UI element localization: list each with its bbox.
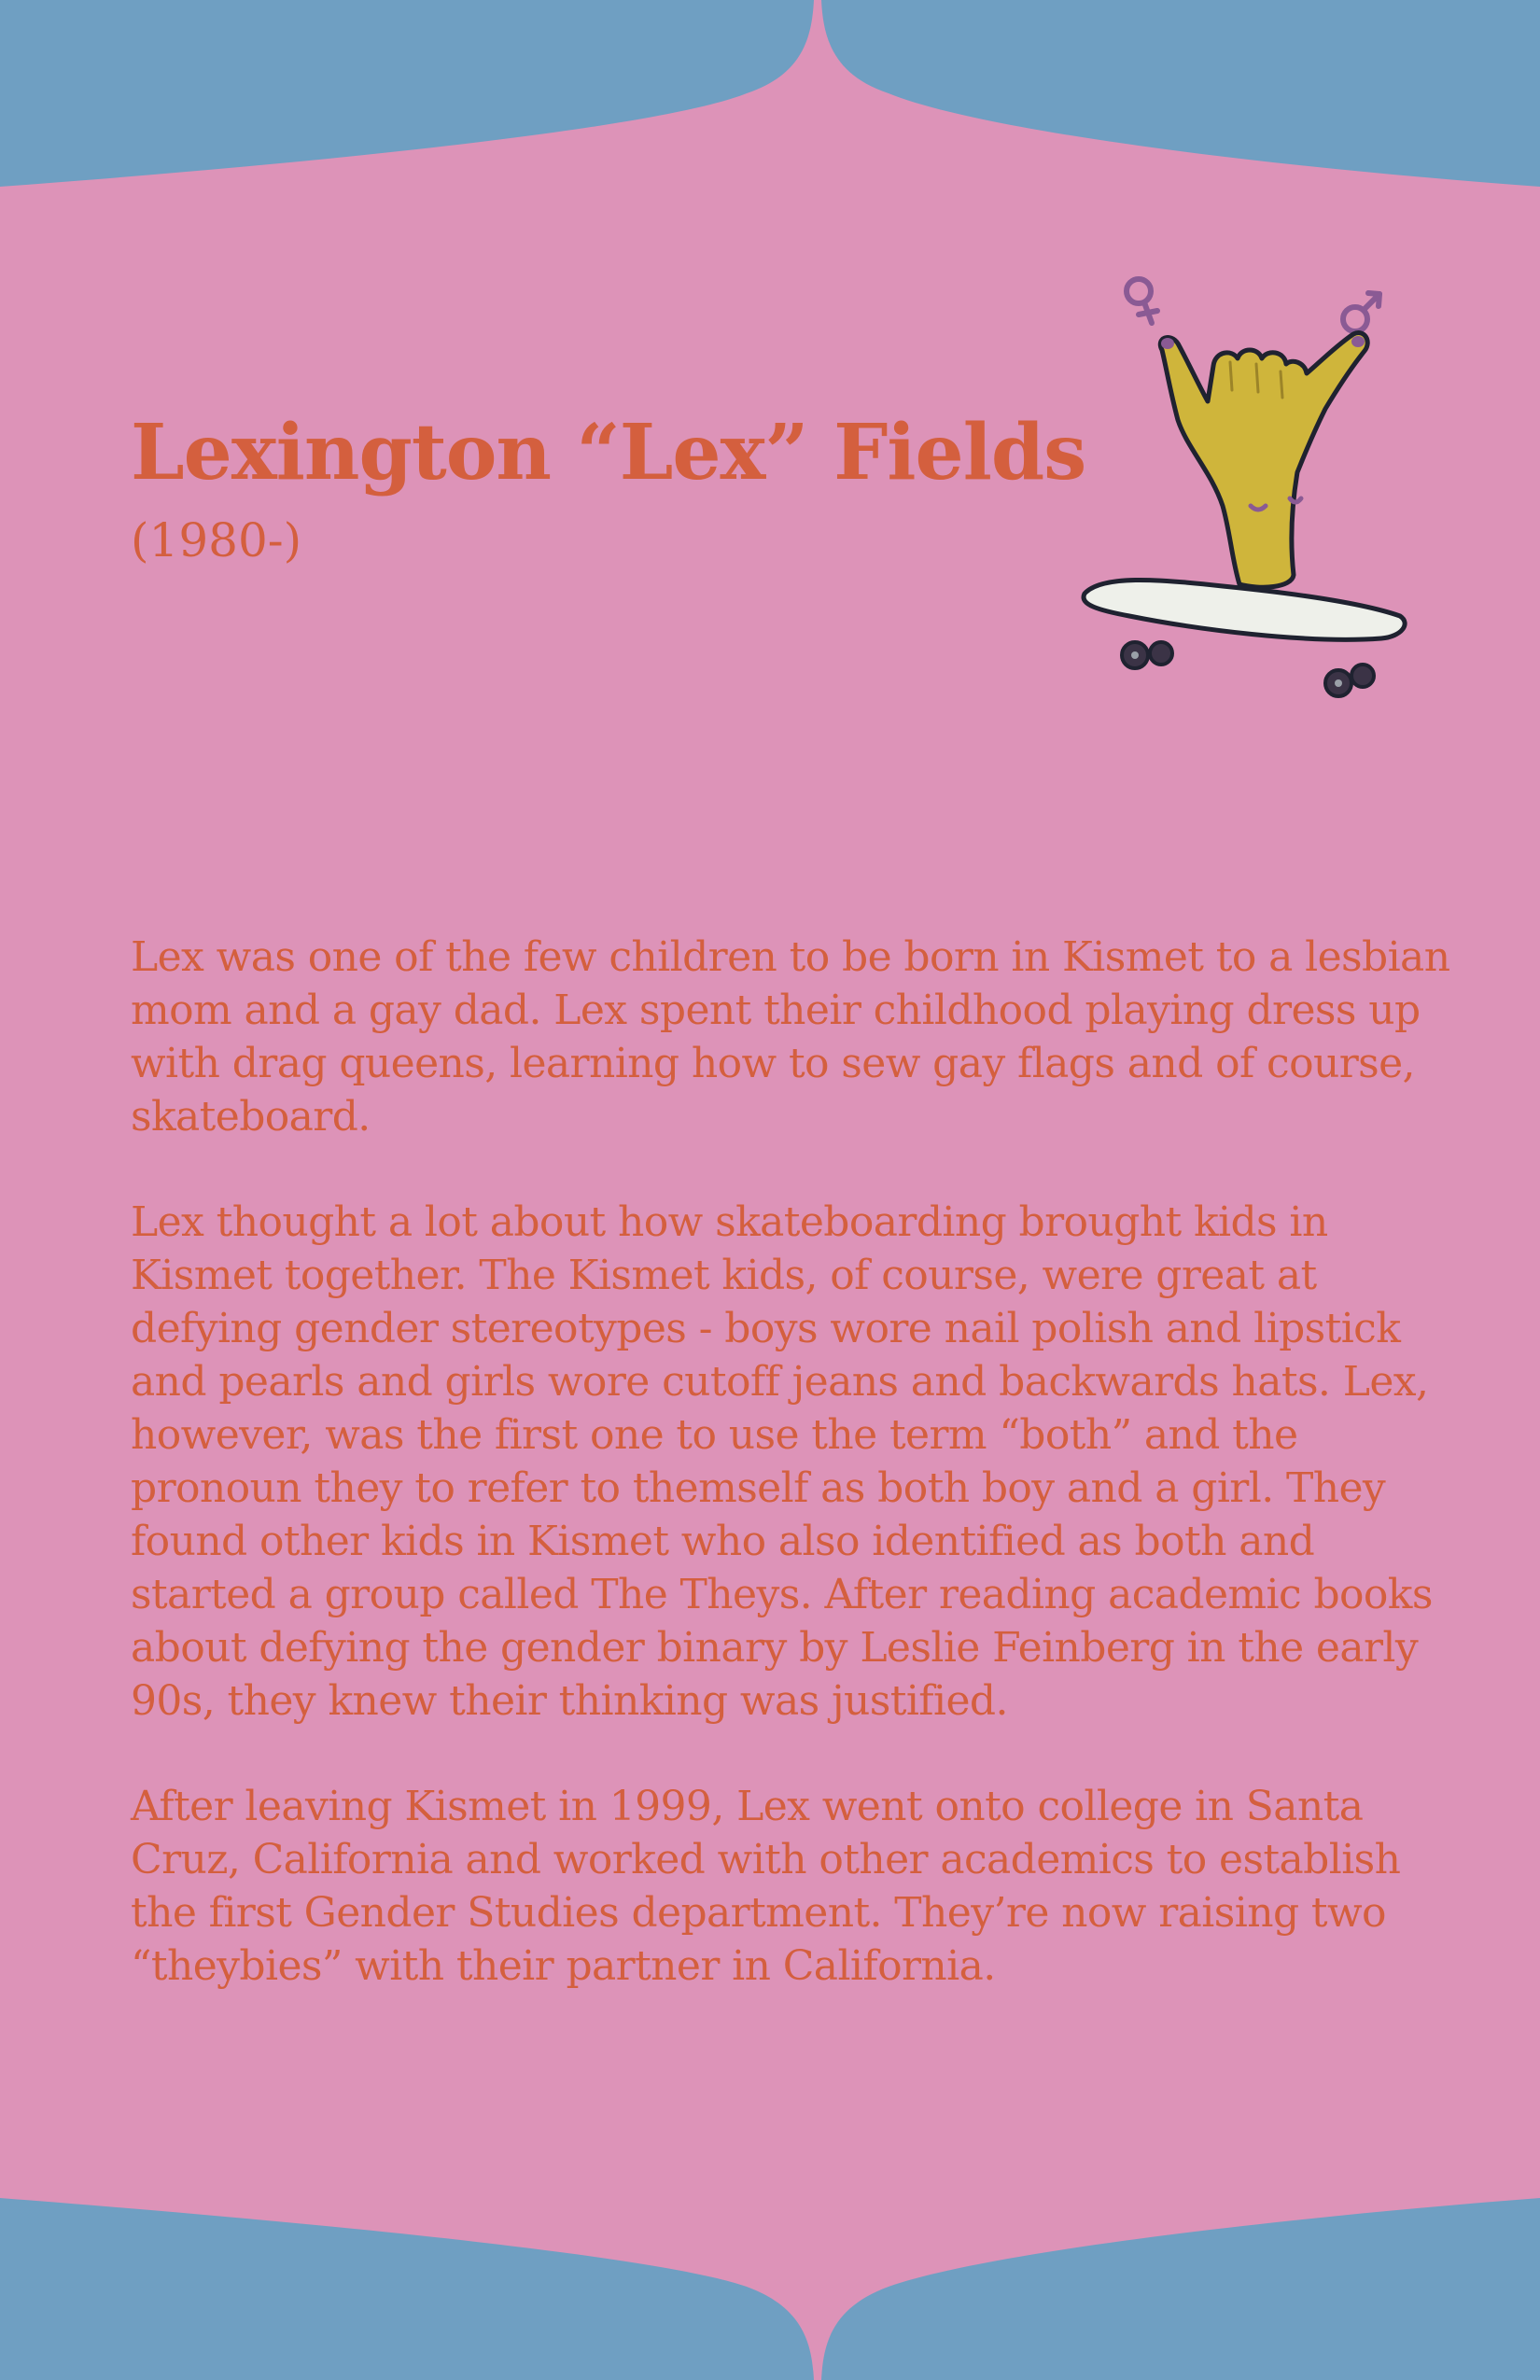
biography-body <box>131 931 1456 2045</box>
page-title: Lexington “Lex” Fields <box>131 408 1086 497</box>
paragraph: After leaving Kismet in 1999, Lex went onto college in Santa Cruz, California and worked with other academics to establish the first Gender Studies department. They’re now raising two “theybies” with their partner in California. <box>131 1783 1401 1990</box>
paragraph: Lex thought a lot about how skateboarding brought kids in Kismet together. The Kismet kids, of course, were great at defying gender stereotypes - boys wore nail polish and lipstick and pearls and girls wore cutoff jeans and backwards hats. Lex, however, was the first one to use the term “both” and the pronoun they to refer to themself as both boy and a girl. They found other kids in Kismet who also identified as both and started a group called The Theys. After reading academic books about defying the gender binary by Leslie Feinberg in the early 90s, they knew their thinking was justified. <box>131 1198 1433 1725</box>
female-symbol-icon <box>1127 279 1157 323</box>
skateboard-deck <box>1084 580 1405 639</box>
life-dates: (1980-) <box>131 513 302 567</box>
male-symbol-icon <box>1343 293 1379 331</box>
hand-shape <box>1160 333 1367 588</box>
paragraph: Lex was one of the few children to be born in Kismet to a lesbian mom and a gay dad. Lex spent their childhood playing dress up with drag queens, learning how to sew gay flags and of course, skateboard. <box>131 933 1450 1141</box>
shaka-hand-on-skateboard-icon <box>1073 261 1428 719</box>
